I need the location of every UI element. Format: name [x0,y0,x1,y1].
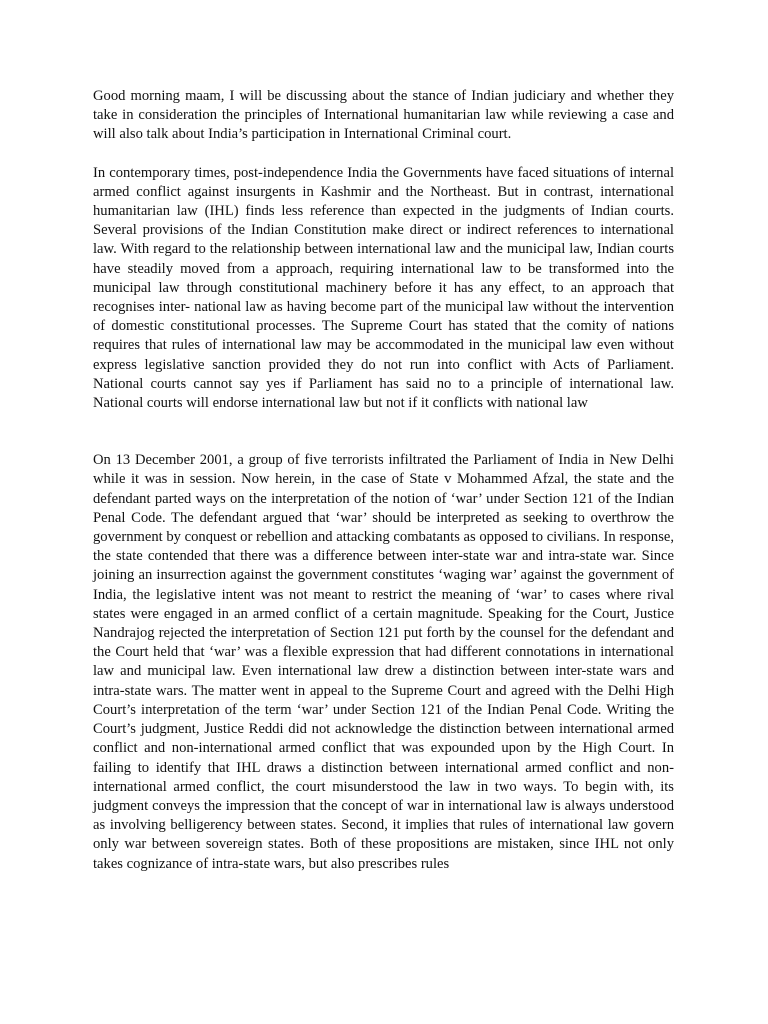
paragraph-introduction: Good morning maam, I will be discussing about the stance of Indian judiciary and whether they take in consideration the principles of International humanitarian law while reviewing a case and will also talk about India’s participation in International Criminal court. [93,88,674,143]
paragraph-spacer [93,145,674,164]
document-page [93,87,674,874]
paragraph-spacer [93,413,674,451]
paragraph-ihl-indian-courts: In contemporary times, post-independence India the Governments have faced situations of internal armed conflict against insurgents in Kashmir and the Northeast. But in contrast, international humanitarian law (IHL) finds less reference than expected in the judgments of Indian courts. Several provisions of the Indian Constitution make direct or indirect references to international law. With regard to the relationship between international law and the municipal law, Indian courts have steadily moved from a approach, requiring international law to be transformed into the municipal law through constitutional machinery before it has any effect, to an approach that recognises inter- national law as having become part of the municipal law without the intervention of domestic constitutional processes. The Supreme Court has stated that the comity of nations requires that rules of international law may be accommodated in the municipal law even without express legislative sanction provided they do not run into conflict with Acts of Parliament. National courts cannot say yes if Parliament has said no to a principle of international law. National courts will endorse international law but not if it conflicts with national law [93,164,674,412]
paragraph-parliament-attack-case: On 13 December 2001, a group of five terrorists infiltrated the Parliament of India in New Delhi while it was in session. Now herein, in the case of State v Mohammed Afzal, the state and the defendant parted ways on the interpretation of the notion of ‘war’ under Section 121 of the Indian Penal Code. The defendant argued that ‘war’ should be interpreted as seeking to overthrow the government by conquest or rebellion and attacking combatants as opposed to civilians. In response, the state contended that there was a difference between inter-state war and intra-state war. Since joining an insurrection against the government constitutes ‘waging war’ against the government of India, the legislative intent was not meant to restrict the meaning of ‘war’ to cases where rival states were engaged in an armed conflict of a certain magnitude. Speaking for the Court, Justice Nandrajog rejected the interpretation of Section 121 put forth by the counsel for the defendant and the Court held that ‘war’ was a flexible expression that had different connotations in international law and municipal law. Even international law drew a distinction between inter-state wars and intra-state wars. The matter went in appeal to the Supreme Court and agreed with the Delhi High Court’s interpretation of the term ‘war’ under Section 121 of the Indian Penal Code. Writing the Court’s judgment, Justice Reddi did not acknowledge the distinction between international armed conflict and non-international armed conflict that was expounded upon by the High Court. In failing to identify that IHL draws a distinction between international armed conflict and non-international armed conflict, the court misunderstood the law in two ways. To begin with, its judgment conveys the impression that the concept of war in international law is always understood as involving belligerency between states. Second, it implies that rules of international law govern only war between sovereign states. Both of these propositions are mistaken, since IHL not only takes cognizance of intra-state wars, but also prescribes rules [93,452,674,872]
